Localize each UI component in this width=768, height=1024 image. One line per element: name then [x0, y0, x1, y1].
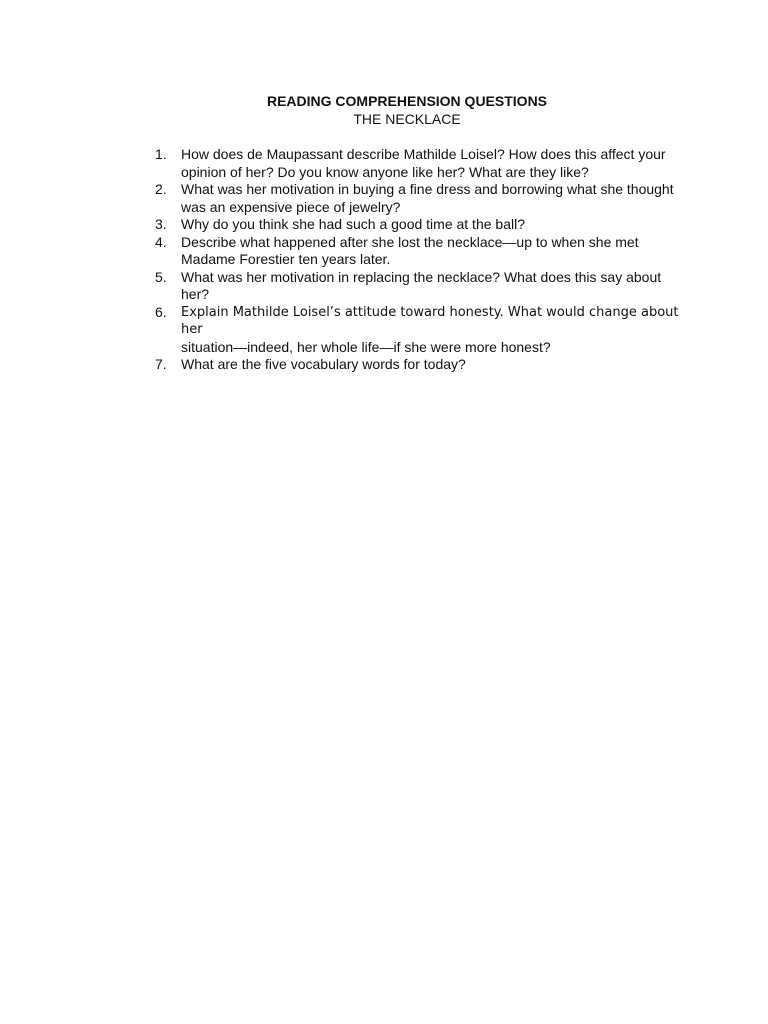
question-list [155, 146, 685, 374]
question-text: What are the five vocabulary words for today? [181, 356, 466, 372]
question-number: 7. [155, 356, 167, 372]
question-item-3 [155, 216, 685, 234]
question-text: How does de Maupassant describe Mathilde Loisel? How does this affect your opinion of her? Do you know anyone like her? What are they like? [181, 146, 666, 180]
question-item-5 [155, 269, 685, 304]
question-item-4 [155, 234, 685, 269]
question-item-7 [155, 356, 685, 374]
question-item-1 [155, 146, 685, 181]
page-subtitle: THE NECKLACE [353, 111, 461, 127]
question-text-line-2: situation—indeed, her whole life—if she were more honest? [181, 338, 551, 355]
question-number: 4. [155, 233, 167, 250]
question-number: 6. [155, 303, 167, 320]
question-text: What was her motivation in buying a fine dress and borrowing what she thought was an expensive piece of jewelry? [181, 181, 674, 215]
question-item-6 [155, 304, 685, 357]
question-text: What was her motivation in replacing the necklace? What does this say about her? [181, 268, 662, 302]
page-title: READING COMPREHENSION QUESTIONS [266, 93, 548, 109]
question-number: 3. [155, 216, 167, 232]
question-number: 5. [155, 268, 167, 285]
question-text: Describe what happened after she lost the necklace—up to when she met Madame Forestier ten years later. [181, 233, 639, 267]
question-text: Why do you think she had such a good time at the ball? [181, 216, 525, 232]
question-item-2 [155, 181, 685, 216]
question-text-line-1: Explain Mathilde Loisel’s attitude toward honesty. What would change about her [181, 304, 679, 337]
question-number: 2. [155, 181, 167, 197]
question-number: 1. [155, 146, 167, 162]
